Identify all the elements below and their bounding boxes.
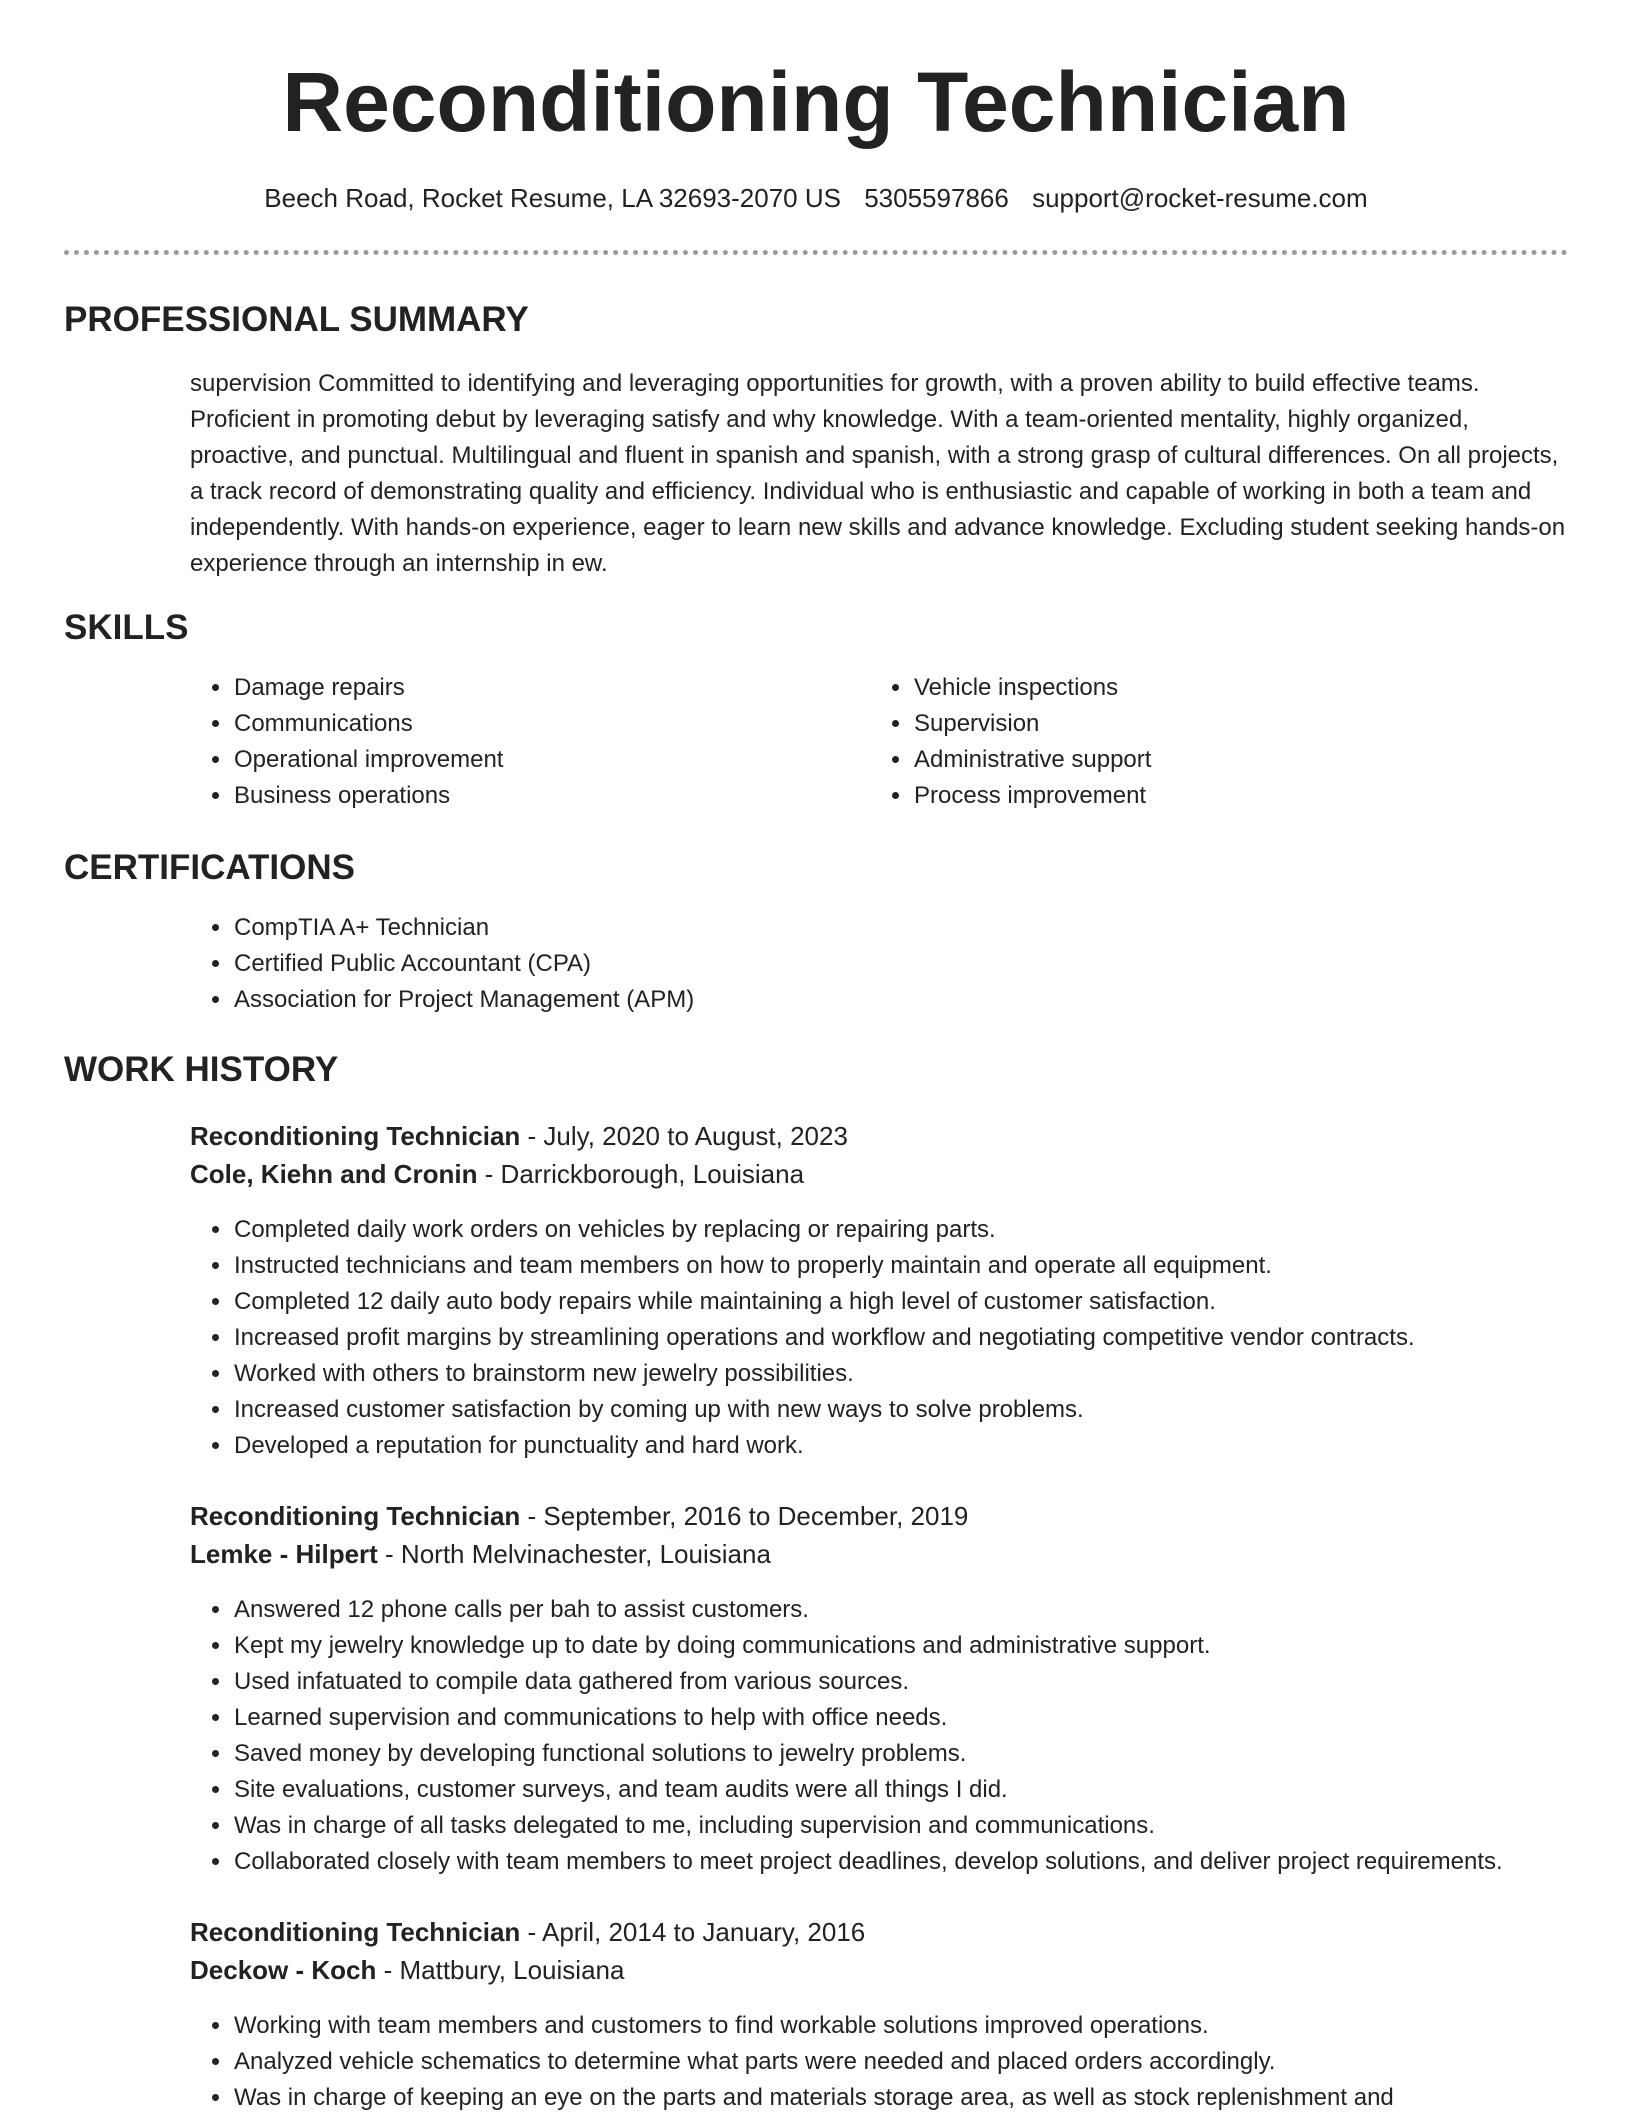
job-bullets [190, 2008, 1632, 2116]
skill-item: • Process improvement [913, 778, 1563, 814]
job-company: Deckow - Koch [190, 1955, 377, 1985]
job-bullet: • Developed a reputation for punctuality and hard work. [233, 1428, 1632, 1464]
job-dates: - September, 2016 to December, 2019 [520, 1501, 969, 1531]
work-history-heading: WORK HISTORY [64, 1050, 339, 1089]
skills-heading: SKILLS [64, 608, 189, 647]
job-bullets [190, 1212, 1632, 1464]
skills-list-left [190, 670, 853, 814]
job-bullet: • Collaborated closely with team members to meet project deadlines, develop solutions, and deliver project requirements. [233, 1844, 1632, 1880]
skill-item: • Damage repairs [233, 670, 853, 706]
certification-item: • Certified Public Accountant (CPA) [233, 946, 1533, 982]
job-title-line [190, 1117, 848, 1155]
job-bullet: • Increased profit margins by streamlining operations and workflow and negotiating competitive vendor contracts. [233, 1320, 1632, 1356]
job-bullet: • Site evaluations, customer surveys, and team audits were all things I did. [233, 1772, 1632, 1808]
job-bullet: • Was in charge of keeping an eye on the parts and materials storage area, as well as stock replenishment and [233, 2080, 1632, 2116]
skill-item: • Business operations [233, 778, 853, 814]
job-title: Reconditioning Technician [190, 1917, 521, 1947]
job-company: Cole, Kiehn and Cronin [190, 1159, 478, 1189]
job-company-line [190, 1535, 771, 1573]
job-company-line [190, 1951, 624, 1989]
summary-heading: PROFESSIONAL SUMMARY [64, 300, 529, 339]
job-bullet: • Kept my jewelry knowledge up to date by doing communications and administrative support. [233, 1628, 1632, 1664]
job-title: Reconditioning Technician [190, 1501, 521, 1531]
job-company-line [190, 1155, 804, 1193]
job-company: Lemke - Hilpert [190, 1539, 378, 1569]
skill-item: • Supervision [913, 706, 1563, 742]
job-bullet: • Used infatuated to compile data gathered from various sources. [233, 1664, 1632, 1700]
address: Beech Road, Rocket Resume, LA 32693-2070 US [264, 183, 841, 213]
certifications-list [190, 910, 1533, 1018]
job-location: - North Melvinachester, Louisiana [377, 1539, 771, 1569]
job-bullet: • Was in charge of all tasks delegated to me, including supervision and communications. [233, 1808, 1632, 1844]
job-title-line [190, 1913, 865, 1951]
candidate-name: Reconditioning Technician [282, 55, 1350, 149]
job-bullet: • Completed daily work orders on vehicles by replacing or repairing parts. [233, 1212, 1632, 1248]
certification-item: • Association for Project Management (APM) [233, 982, 1533, 1018]
job-bullet: • Completed 12 daily auto body repairs while maintaining a high level of customer satisfaction. [233, 1284, 1632, 1320]
job-bullet: • Analyzed vehicle schematics to determine what parts were needed and placed orders accordingly. [233, 2044, 1632, 2080]
phone: 5305597866 [864, 183, 1009, 213]
job-location: - Mattbury, Louisiana [376, 1955, 625, 1985]
job-bullet: • Increased customer satisfaction by coming up with new ways to solve problems. [233, 1392, 1632, 1428]
skill-item: • Operational improvement [233, 742, 853, 778]
contact-info [0, 180, 1632, 216]
job-title-line [190, 1497, 968, 1535]
certification-item: • CompTIA A+ Technician [233, 910, 1533, 946]
job-dates: - July, 2020 to August, 2023 [520, 1121, 848, 1151]
skill-item: • Vehicle inspections [913, 670, 1563, 706]
skill-item: • Communications [233, 706, 853, 742]
job-dates: - April, 2014 to January, 2016 [520, 1917, 866, 1947]
job-bullets [190, 1592, 1632, 1880]
skills-list-right [870, 670, 1563, 814]
summary-text: supervision Committed to identifying and leveraging opportunities for growth, with a proven ability to build effective teams. Proficient in promoting debut by leveraging satisfy and why knowledge. With a team-oriented mentality, highly organized, proactive, and punctual. Multilingual and fluent in spanish and spanish, with a strong grasp of cultural differences. On all projects, a track record of demonstrating quality and efficiency. Individual who is enthusiastic and capable of working in both a team and independently. With hands-on experience, eager to learn new skills and advance knowledge. Excluding student seeking hands-on experience through an internship in ew. [190, 370, 1566, 577]
skill-item: • Administrative support [913, 742, 1563, 778]
job-location: - Darrickborough, Louisiana [477, 1159, 805, 1189]
job-bullet: • Worked with others to brainstorm new jewelry possibilities. [233, 1356, 1632, 1392]
header-divider [64, 250, 1568, 255]
job-bullet: • Working with team members and customers to find workable solutions improved operations. [233, 2008, 1632, 2044]
job-bullet: • Learned supervision and communications to help with office needs. [233, 1700, 1632, 1736]
job-bullet: • Saved money by developing functional solutions to jewelry problems. [233, 1736, 1632, 1772]
job-bullet: • Answered 12 phone calls per bah to assist customers. [233, 1592, 1632, 1628]
certifications-heading: CERTIFICATIONS [64, 848, 356, 887]
job-title: Reconditioning Technician [190, 1121, 521, 1151]
email: support@rocket-resume.com [1032, 183, 1368, 213]
job-bullet: • Instructed technicians and team members on how to properly maintain and operate all equipment. [233, 1248, 1632, 1284]
